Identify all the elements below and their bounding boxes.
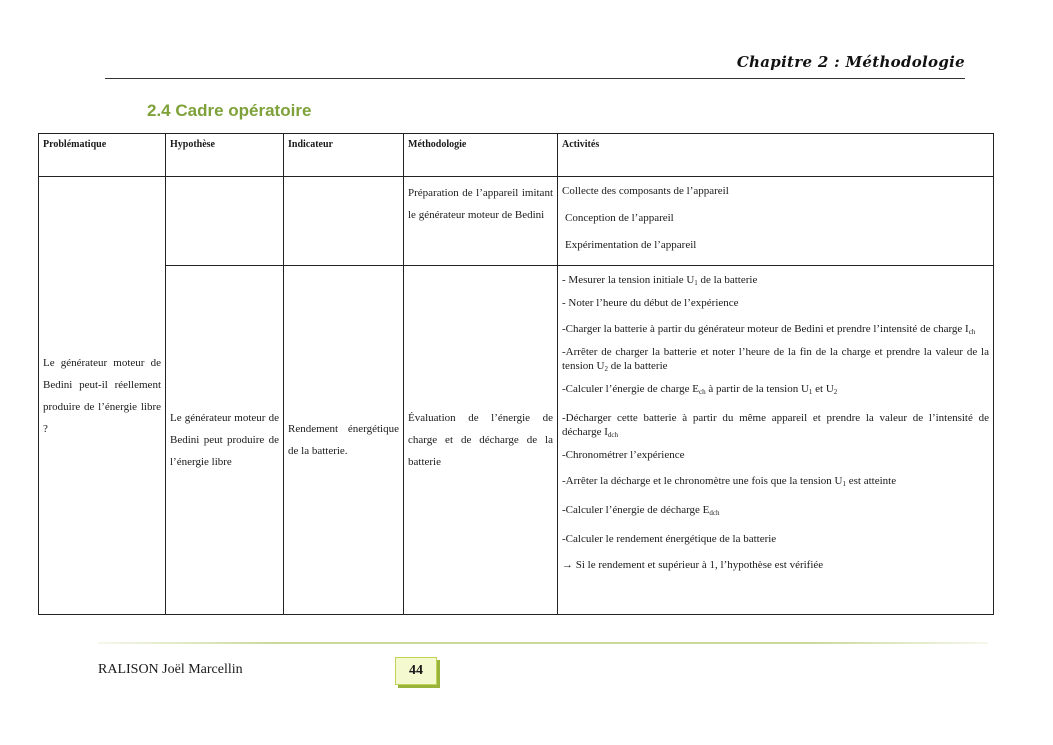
header-indicateur: Indicateur	[284, 134, 404, 177]
cell-methodologie-eval: Évaluation de l’énergie de charge et de décharge de la batterie	[404, 266, 558, 615]
activity-item: Collecte des composants de l’appareil	[562, 185, 729, 197]
header-problematique: Problématique	[39, 134, 166, 177]
arrow-right-icon: →	[562, 559, 573, 571]
activity-item: -Calculer l’énergie de décharge $E_{dch}$	[562, 504, 720, 517]
operational-framework-table	[38, 133, 994, 615]
activity-item: -Décharger cette batterie à partir du même appareil et prendre la valeur de l’intensité de décharge $I_{dch}$	[562, 412, 989, 439]
header-hypothese: Hypothèse	[166, 134, 284, 177]
page-number: 44	[395, 657, 437, 685]
activity-item: Expérimentation de l’appareil	[565, 239, 697, 251]
cell-methodologie-prep: Préparation de l’appareil imitant le générateur moteur de Bedini	[404, 177, 558, 266]
activity-item: → Si le rendement et supérieur à 1, l’hypothèse est vérifiée	[562, 559, 824, 571]
footer-author: RALISON Joël Marcellin	[98, 662, 243, 677]
activity-item: -Arrêter la décharge et le chronomètre une fois que la tension $U_1$ est atteinte	[562, 475, 897, 488]
footer-divider	[98, 642, 988, 644]
chapter-title: Chapitre 2 : Méthodologie	[736, 53, 965, 71]
section-title: 2.4 Cadre opératoire	[147, 101, 312, 120]
cell-problematique: Le générateur moteur de Bedini peut-il réellement produire de l’énergie libre ?	[39, 177, 166, 615]
cell-indicateur-empty	[284, 177, 404, 266]
activity-item: -Calculer l’énergie de charge $E_{ch}$ à partir de la tension $U_1$ et $U_2$	[562, 383, 838, 396]
table-row	[39, 177, 994, 266]
activity-item: -Arrêter de charger la batterie et noter l’heure de la fin de la charge et prendre la valeur de la tension $U_2$ de la batterie	[562, 346, 989, 373]
cell-indicateur: Rendement énergétique de la batterie.	[284, 266, 404, 615]
cell-hypothese: Le générateur moteur de Bedini peut produire de l’énergie libre	[166, 266, 284, 615]
header-divider	[105, 78, 965, 79]
activity-item: -Calculer le rendement énergétique de la batterie	[562, 533, 777, 545]
activity-item: - Mesurer la tension initiale $U_1$ de la batterie	[562, 274, 758, 287]
cell-hypothese-empty	[166, 177, 284, 266]
table-header-row	[39, 134, 994, 177]
header-methodologie: Méthodologie	[404, 134, 558, 177]
activity-item: -Chronométrer l’expérience	[562, 449, 685, 461]
cell-activites-eval	[558, 266, 994, 615]
table-row	[39, 266, 994, 615]
activity-item: -Charger la batterie à partir du générateur moteur de Bedini et prendre l’intensité de charge $I_{ch}$	[562, 323, 976, 336]
activity-item: Conception de l’appareil	[565, 212, 674, 224]
header-activites: Activités	[558, 134, 994, 177]
activity-item: - Noter l’heure du début de l’expérience	[562, 297, 739, 309]
cell-activites-prep	[558, 177, 994, 266]
